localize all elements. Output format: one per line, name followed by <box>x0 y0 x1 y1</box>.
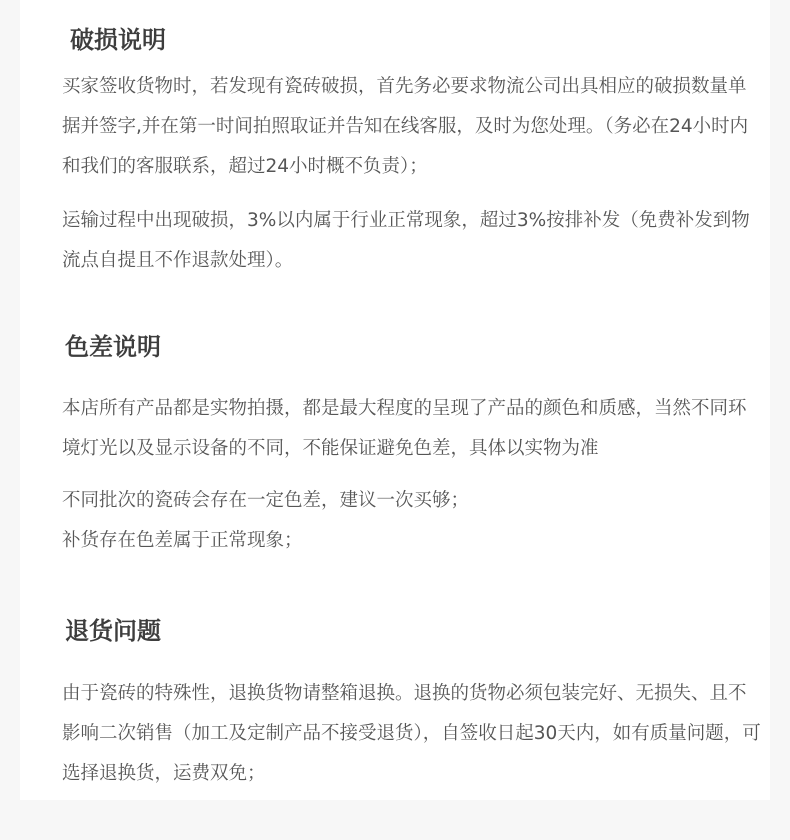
damage-section-title: 破损说明 <box>70 26 166 54</box>
color-paragraph-3: 补货存在色差属于正常现象； <box>62 530 303 551</box>
policy-page <box>20 0 770 800</box>
color-paragraph-2: 不同批次的瓷砖会存在一定色差，建议一次买够； <box>62 490 470 511</box>
return-paragraph-1: 由于瓷砖的特殊性，退换货物请整箱退换。退换的货物必须包装完好、无损失、且不影响二次销售（加工及定制产品不接受退货），自签收日起30天内，如有质量问题，可选择退换货，运费双免； <box>62 683 761 784</box>
return-section-title: 退货问题 <box>65 617 161 645</box>
damage-paragraph-1: 买家签收货物时，若发现有瓷砖破损，首先务必要求物流公司出具相应的破损数量单据并签字,并在第一时间拍照取证并告知在线客服，及时为您处理。（务必在24小时内和我们的客服联系，超过24小时概不负责）； <box>62 76 749 177</box>
color-section-title: 色差说明 <box>65 333 161 361</box>
damage-paragraph-2: 运输过程中出现破损，3%以内属于行业正常现象，超过3%按排补发（免费补发到物流点自提且不作退款处理）。 <box>62 210 750 271</box>
color-paragraph-1: 本店所有产品都是实物拍摄，都是最大程度的呈现了产品的颜色和质感，当然不同环境灯光以及显示设备的不同，不能保证避免色差，具体以实物为准 <box>62 398 747 459</box>
